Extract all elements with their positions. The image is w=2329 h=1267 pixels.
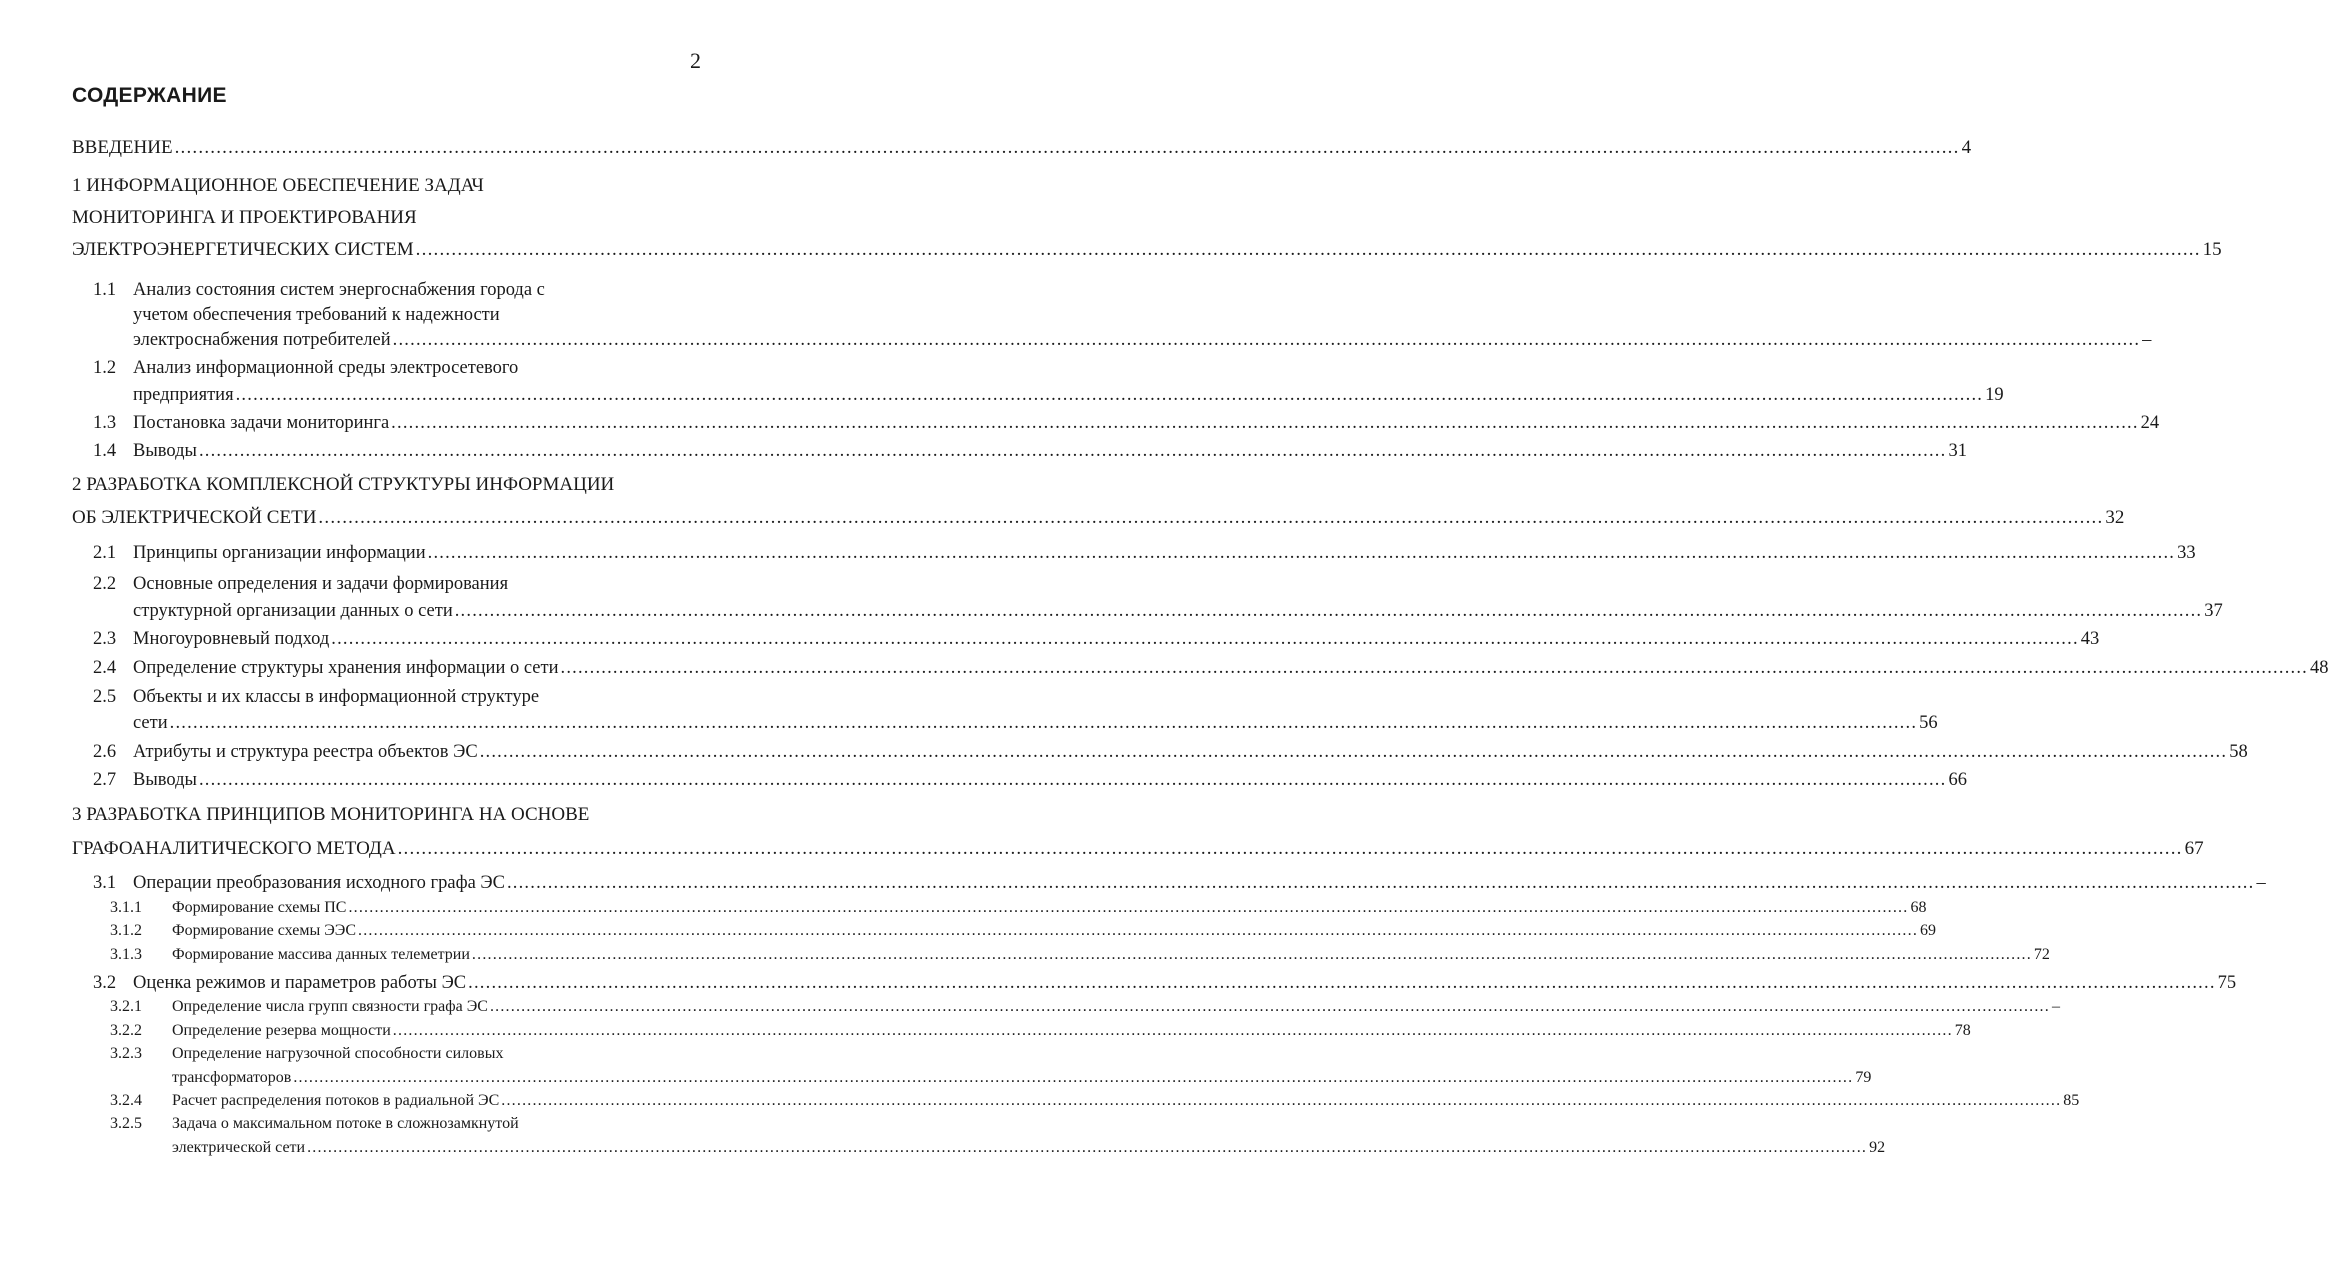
dot-leader: ............................................................................................................................................................................................................................................................................................................ xyxy=(471,946,2032,963)
toc-entry[interactable] xyxy=(110,994,2060,1020)
toc-entry[interactable] xyxy=(93,655,2329,681)
toc-entry-number: 3.2.5 xyxy=(110,1115,142,1132)
toc-entry-title: Определение резерва мощности xyxy=(172,1022,391,1039)
toc-entry-number: 3.1.1 xyxy=(110,899,142,916)
dot-leader: ............................................................................................................................................................................................................................................................................................................ xyxy=(293,1069,1854,1086)
toc-title: СОДЕРЖАНИЕ xyxy=(72,84,227,107)
toc-entry-title: Атрибуты и структура реестра объектов ЭС xyxy=(133,742,478,762)
toc-entry-title: ОБ ЭЛЕКТРИЧЕСКОЙ СЕТИ xyxy=(72,507,317,528)
toc-entry-line[interactable] xyxy=(72,173,484,199)
dot-leader: ............................................................................................................................................................................................................................................................................................................ xyxy=(392,1022,1953,1039)
toc-entry[interactable] xyxy=(133,598,2223,624)
toc-entry-title: ВВЕДЕНИЕ xyxy=(72,137,173,158)
toc-entry-page: 56 xyxy=(1919,713,1938,733)
toc-entry[interactable] xyxy=(133,327,2152,353)
dot-leader: ............................................................................................................................................................................................................................................................................................................ xyxy=(169,713,1918,733)
toc-entry[interactable] xyxy=(72,505,2125,531)
toc-entry-title: Постановка задачи мониторинга xyxy=(133,413,390,433)
toc-entry[interactable] xyxy=(93,626,2100,652)
toc-entry-page: 15 xyxy=(2202,239,2222,260)
toc-entry[interactable] xyxy=(93,438,1967,464)
dot-leader: ............................................................................................................................................................................................................................................................................................................ xyxy=(397,838,2183,859)
toc-entry-page: 69 xyxy=(1920,922,1937,939)
dot-leader: ............................................................................................................................................................................................................................................................................................................ xyxy=(358,922,1919,939)
toc-entry[interactable] xyxy=(172,1135,1886,1161)
toc-entry-page: 78 xyxy=(1954,1022,1971,1039)
toc-entry-title: Задача о максимальном потоке в сложнозамкнутой xyxy=(172,1115,519,1132)
toc-entry-page: 24 xyxy=(2140,413,2160,433)
toc-entry[interactable] xyxy=(133,382,2004,408)
toc-entry-page: 79 xyxy=(1855,1069,1872,1086)
toc-entry[interactable] xyxy=(93,970,2237,996)
dot-leader: ............................................................................................................................................................................................................................................................................................................ xyxy=(415,239,2201,260)
toc-entry-number: 1.3 xyxy=(93,413,117,433)
toc-entry-title: Определение нагрузочной способности силовых xyxy=(172,1045,504,1062)
toc-entry-page: 68 xyxy=(1910,899,1927,916)
toc-entry-title: Определение числа групп связности графа ЭС xyxy=(172,998,488,1015)
toc-entry-line[interactable] xyxy=(72,472,614,498)
toc-entry-title: Расчет распределения потоков в радиальной ЭС xyxy=(172,1092,500,1109)
toc-entry[interactable] xyxy=(110,942,2050,968)
dot-leader: ............................................................................................................................................................................................................................................................................................................ xyxy=(468,973,2216,993)
dot-leader: ............................................................................................................................................................................................................................................................................................................ xyxy=(506,873,2255,893)
toc-entry-number: 2.4 xyxy=(93,658,117,678)
toc-entry-title: 3 РАЗРАБОТКА ПРИНЦИПОВ МОНИТОРИНГА НА ОСНОВЕ xyxy=(72,804,590,825)
toc-entry[interactable] xyxy=(72,135,1972,161)
toc-entry-number: 3.2.3 xyxy=(110,1045,142,1062)
toc-entry-number: 2.5 xyxy=(93,687,117,707)
toc-entry-number: 1.4 xyxy=(93,441,117,461)
toc-entry[interactable] xyxy=(133,710,1938,736)
toc-entry-title: Основные определения и задачи формирования xyxy=(133,574,509,594)
toc-entry-line[interactable] xyxy=(93,277,545,303)
dot-leader: ............................................................................................................................................................................................................................................................................................................ xyxy=(307,1139,1868,1156)
toc-entry-title: Формирование схемы ПС xyxy=(172,899,347,916)
toc-entry-page: 48 xyxy=(2310,658,2329,678)
toc-entry-number: 3.2.2 xyxy=(110,1022,142,1039)
toc-entry-line[interactable] xyxy=(72,802,589,828)
toc-entry-page: 72 xyxy=(2033,946,2050,963)
toc-entry[interactable] xyxy=(93,410,2160,436)
toc-entry-title: Объекты и их классы в информационной структуре xyxy=(133,687,540,707)
toc-entry[interactable] xyxy=(93,540,2196,566)
toc-entry-page: 43 xyxy=(2080,629,2100,649)
dot-leader: ............................................................................................................................................................................................................................................................................................................ xyxy=(331,629,2079,649)
toc-entry-line[interactable] xyxy=(93,355,519,381)
toc-entry-title: Формирование схемы ЭЭС xyxy=(172,922,357,939)
toc-entry[interactable] xyxy=(110,918,1937,944)
toc-entry-title: ГРАФОАНАЛИТИЧЕСКОГО МЕТОДА xyxy=(72,838,396,859)
dot-leader: ............................................................................................................................................................................................................................................................................................................ xyxy=(501,1092,2062,1109)
toc-entry-title: учетом обеспечения требований к надежности xyxy=(133,305,500,325)
toc-entry-title: электроснабжения потребителей xyxy=(133,330,391,350)
toc-entry-number: 2.1 xyxy=(93,543,117,563)
dot-leader: ............................................................................................................................................................................................................................................................................................................ xyxy=(560,658,2308,678)
toc-entry-title: Выводы xyxy=(133,770,197,790)
toc-entry-number: 3.2.1 xyxy=(110,998,142,1015)
toc-entry-number: 3.2 xyxy=(93,973,117,993)
dot-leader: ............................................................................................................................................................................................................................................................................................................ xyxy=(235,385,1984,405)
dot-leader: ............................................................................................................................................................................................................................................................................................................ xyxy=(318,507,2104,528)
toc-entry-number: 2.2 xyxy=(93,574,117,594)
toc-entry-page: 33 xyxy=(2177,543,2196,563)
toc-entry-title: Формирование массива данных телеметрии xyxy=(172,946,470,963)
toc-entry-title: Многоуровневый подход xyxy=(133,629,330,649)
toc-entry-page: 85 xyxy=(2063,1092,2080,1109)
toc-entry-page: 37 xyxy=(2204,601,2223,621)
toc-entry-title: 2 РАЗРАБОТКА КОМПЛЕКСНОЙ СТРУКТУРЫ ИНФОРМАЦИИ xyxy=(72,474,615,495)
toc-entry[interactable] xyxy=(93,767,1967,793)
toc-entry-title: структурной организации данных о сети xyxy=(133,601,453,621)
toc-entry-title: электрической сети xyxy=(172,1139,306,1156)
toc-entry-number: 1.1 xyxy=(93,280,117,300)
toc-entry-number: 3.1.2 xyxy=(110,922,142,939)
toc-entry-page: 19 xyxy=(1985,385,2004,405)
toc-entry-title: предприятия xyxy=(133,385,234,405)
toc-entry-title: сети xyxy=(133,713,168,733)
toc-entry-line[interactable] xyxy=(72,205,417,231)
toc-entry-title: МОНИТОРИНГА И ПРОЕКТИРОВАНИЯ xyxy=(72,207,417,228)
toc-entry-page: 4 xyxy=(1961,137,1972,158)
dot-leader: ............................................................................................................................................................................................................................................................................................................ xyxy=(489,998,2050,1015)
toc-entry-title: Выводы xyxy=(133,441,197,461)
toc-entry-number: 2.6 xyxy=(93,742,117,762)
dot-leader: ............................................................................................................................................................................................................................................................................................................ xyxy=(392,330,2141,350)
toc-entry-title: 1 ИНФОРМАЦИОННОЕ ОБЕСПЕЧЕНИЕ ЗАДАЧ xyxy=(72,175,484,196)
toc-entry-page: – xyxy=(2051,998,2060,1015)
toc-entry-page: 31 xyxy=(1948,441,1967,461)
dot-leader: ............................................................................................................................................................................................................................................................................................................ xyxy=(174,137,1960,158)
toc-entry-number: 2.3 xyxy=(93,629,117,649)
dot-leader: ............................................................................................................................................................................................................................................................................................................ xyxy=(391,413,2139,433)
toc-entry-page: 58 xyxy=(2229,742,2248,762)
toc-entry-page: 92 xyxy=(1869,1139,1886,1156)
toc-entry[interactable] xyxy=(72,836,2204,862)
dot-leader: ............................................................................................................................................................................................................................................................................................................ xyxy=(479,742,2228,762)
toc-entry-line[interactable] xyxy=(110,1111,519,1137)
toc-entry[interactable] xyxy=(93,739,2248,765)
toc-entry-line[interactable] xyxy=(93,571,509,597)
toc-entry-page: – xyxy=(2142,330,2152,350)
toc-entry-line[interactable] xyxy=(110,1041,504,1067)
toc-entry[interactable] xyxy=(93,870,2266,896)
toc-entry-page: 75 xyxy=(2217,973,2237,993)
toc-entry-title: ЭЛЕКТРОЭНЕРГЕТИЧЕСКИХ СИСТЕМ xyxy=(72,239,414,260)
dot-leader: ............................................................................................................................................................................................................................................................................................................ xyxy=(198,770,1947,790)
toc-entry-number: 1.2 xyxy=(93,358,117,378)
page-number: 2 xyxy=(690,48,701,73)
toc-entry-number: 3.1.3 xyxy=(110,946,142,963)
dot-leader: ............................................................................................................................................................................................................................................................................................................ xyxy=(348,899,1909,916)
toc-entry-title: Оценка режимов и параметров работы ЭС xyxy=(133,973,467,993)
toc-entry-title: трансформаторов xyxy=(172,1069,292,1086)
toc-entry-number: 3.2.4 xyxy=(110,1092,142,1109)
toc-entry-page: – xyxy=(2256,873,2266,893)
toc-entry-page: 67 xyxy=(2184,838,2204,859)
toc-entry-line[interactable] xyxy=(93,684,540,710)
toc-entry-title: Анализ состояния систем энергоснабжения города с xyxy=(133,280,545,300)
dot-leader: ............................................................................................................................................................................................................................................................................................................ xyxy=(454,601,2203,621)
toc-entry-page: 32 xyxy=(2105,507,2125,528)
toc-entry-title: Операции преобразования исходного графа ЭС xyxy=(133,873,505,893)
toc-entry-title: Анализ информационной среды электросетевого xyxy=(133,358,519,378)
toc-entry-number: 3.1 xyxy=(93,873,117,893)
dot-leader: ............................................................................................................................................................................................................................................................................................................ xyxy=(198,441,1947,461)
toc-entry-line[interactable] xyxy=(133,302,500,328)
toc-entry-number: 2.7 xyxy=(93,770,117,790)
dot-leader: ............................................................................................................................................................................................................................................................................................................ xyxy=(427,543,2176,563)
toc-entry[interactable] xyxy=(72,237,2222,263)
toc-entry-title: Принципы организации информации xyxy=(133,543,426,563)
toc-entry-page: 66 xyxy=(1948,770,1967,790)
toc-entry-title: Определение структуры хранения информации о сети xyxy=(133,658,559,678)
